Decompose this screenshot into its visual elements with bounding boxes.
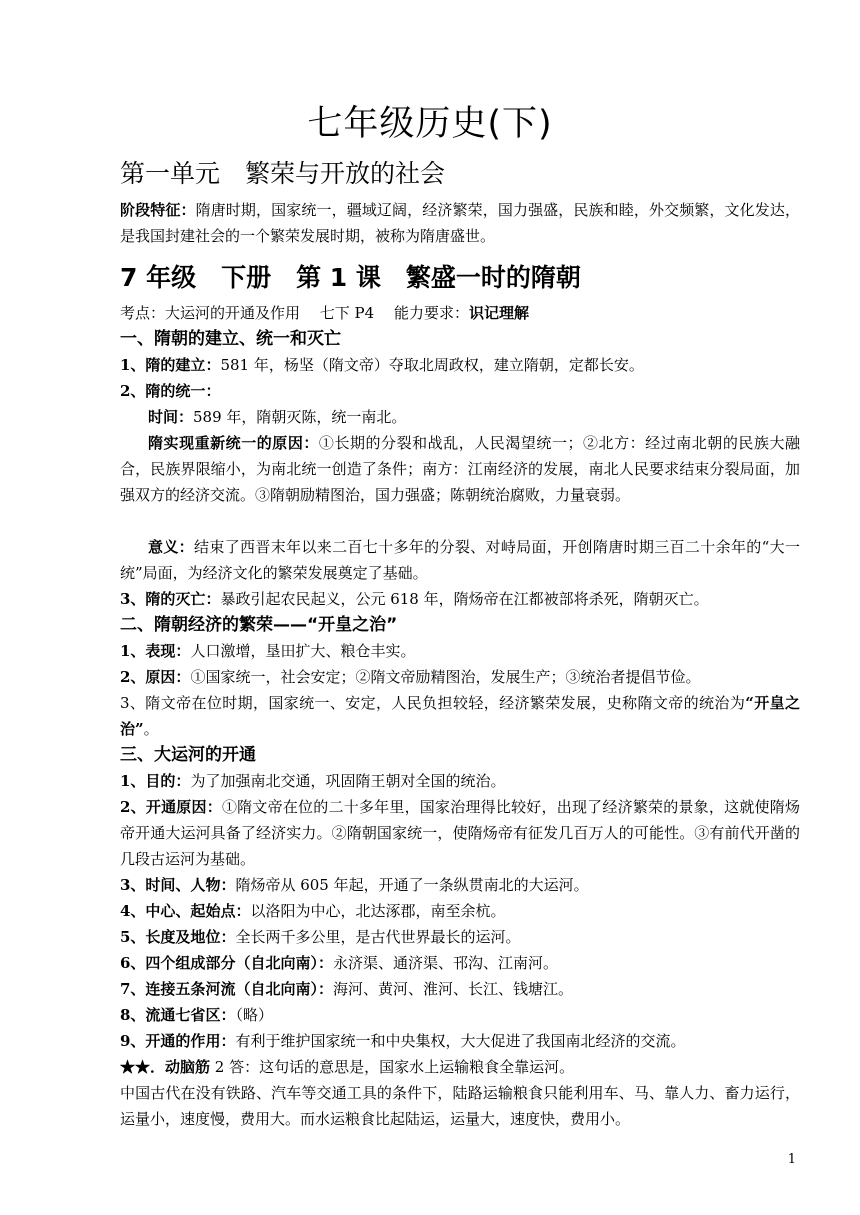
s3-item xyxy=(120,1002,273,1028)
s2-line-3 xyxy=(120,690,800,742)
s1-l2-label: 2、隋的统一： xyxy=(120,382,221,400)
s3-item xyxy=(120,898,505,924)
s3-item-label: 7、连接五条河流（自北向南）： xyxy=(120,980,333,998)
s3-item xyxy=(120,872,589,898)
s3-item-label: 4、中心、起始点： xyxy=(120,902,251,920)
page-title: 七年级历史(下) xyxy=(307,104,553,144)
kaodian-line xyxy=(120,300,529,326)
page-number: 1 xyxy=(787,1152,796,1167)
s3-item-text: 为了加强南北交通，巩固隋王朝对全国的统治。 xyxy=(190,772,506,790)
brain-label: ★★．动脑筋 xyxy=(120,1058,211,1076)
s3-item-text: ①隋文帝在位的二十多年里，国家治理得比较好，出现了经济繁荣的景象，这就使隋炀帝开通大运河具备了经济实力。②隋朝国家统一，使隋炀帝有征发几百万人的可能性。③有前代开凿的几段古运河为基础。 xyxy=(120,798,800,868)
s1-line-3 xyxy=(120,586,709,612)
s1-time xyxy=(148,404,406,430)
s1-l3-label: 3、隋的灭亡： xyxy=(120,590,221,608)
s2-line-1 xyxy=(120,638,415,664)
stage-features xyxy=(120,197,800,249)
s3-item xyxy=(120,768,505,794)
brain-line xyxy=(120,1054,574,1080)
s3-item xyxy=(120,950,558,976)
section-3-heading: 三、大运河的开通 xyxy=(120,745,256,765)
unit-title: 第一单元 繁荣与开放的社会 xyxy=(120,159,446,188)
s2-l3-end: 。 xyxy=(143,720,159,738)
s2-l3-text: 3、隋文帝在位时期，国家统一、安定，人民负担较轻，经济繁荣发展，史称隋文帝的统治为 xyxy=(120,694,746,712)
s2-l2-label: 2、原因： xyxy=(120,668,191,686)
s3-item-label: 9、开通的作用： xyxy=(120,1032,236,1050)
s3-item-label: 5、长度及地位： xyxy=(120,928,236,946)
s3-item-label: 2、开通原因： xyxy=(120,798,222,816)
s3-item xyxy=(120,924,520,950)
reason-label: 隋实现重新统一的原因： xyxy=(148,434,319,452)
s3-item xyxy=(120,1028,685,1054)
s1-l1-label: 1、隋的建立： xyxy=(120,356,221,374)
ability-requirement: 识记理解 xyxy=(468,304,529,322)
s1-l1-text: 581 年，杨坚（隋文帝）夺取北周政权，建立隋朝，定都长安。 xyxy=(220,356,644,374)
s3-item-label: 8、流通七省区： xyxy=(120,1006,236,1024)
s3-item-text: 海河、黄河、淮河、长江、钱塘江。 xyxy=(332,980,573,998)
s3-item xyxy=(120,794,800,872)
meaning-text: 结束了西晋末年以来二百七十多年的分裂、对峙局面，开创隋唐时期三百二十余年的“大一统”局面，为经济文化的繁荣发展奠定了基础。 xyxy=(120,538,800,582)
s3-item xyxy=(120,976,573,1002)
reason-text: ①长期的分裂和战乱，人民渴望统一；②北方：经过南北朝的民族大融合，民族界限缩小，为南北统一创造了条件；南方：江南经济的发展，南北人民要求结束分裂局面，加强双方的经济交流。③隋朝励精图治，国力强盛；陈朝统治腐败，力量衰弱。 xyxy=(120,434,800,504)
s1-line-1 xyxy=(120,352,644,378)
s2-line-2 xyxy=(120,664,700,690)
s3-item-text: （略） xyxy=(235,1006,273,1024)
s3-item-text: 隋炀帝从 605 年起，开通了一条纵贯南北的大运河。 xyxy=(235,876,589,894)
s1-l3-text: 暴政引起农民起义，公元 618 年，隋炀帝在江都被部将杀死，隋朝灭亡。 xyxy=(220,590,709,608)
time-label: 时间： xyxy=(148,408,194,426)
lesson-title: 7 年级 下册 第 1 课 繁盛一时的隋朝 xyxy=(120,263,581,292)
s3-item-text: 以洛阳为中心，北达涿郡，南至余杭。 xyxy=(250,902,506,920)
final-paragraph: 中国古代在没有铁路、汽车等交通工具的条件下，陆路运输粮食只能利用车、马、靠人力、畜力运行，运量小，速度慢，费用大。而水运粮食比起陆运，运量大，速度快，费用小。 xyxy=(120,1084,800,1128)
brain-text: 2 答：这句话的意思是，国家水上运输粮食全靠运河。 xyxy=(210,1058,575,1076)
s1-meaning xyxy=(120,534,800,586)
s3-item-text: 全长两千多公里，是古代世界最长的运河。 xyxy=(235,928,521,946)
kaihuang-zhizhi: “开皇之治” xyxy=(120,694,800,738)
stage-label: 阶段特征： xyxy=(120,201,196,219)
s1-line-2 xyxy=(120,378,220,404)
s3-item-text: 有利于维护国家统一和中央集权，大大促进了我国南北经济的交流。 xyxy=(235,1032,686,1050)
meaning-label: 意义： xyxy=(148,538,195,556)
s3-item-text: 永济渠、通济渠、邗沟、江南河。 xyxy=(332,954,558,972)
s1-reason xyxy=(120,430,800,508)
kaodian-text: 考点：大运河的开通及作用 七下 P4 能力要求： xyxy=(120,304,469,322)
s3-item-label: 1、目的： xyxy=(120,772,191,790)
s2-l2-text: ①国家统一，社会安定；②隋文帝励精图治，发展生产；③统治者提倡节俭。 xyxy=(190,668,701,686)
s3-item-label: 6、四个组成部分（自北向南）： xyxy=(120,954,333,972)
time-text: 589 年，隋朝灭陈，统一南北。 xyxy=(193,408,407,426)
s3-item-label: 3、时间、人物： xyxy=(120,876,236,894)
section-2-heading: 二、隋朝经济的繁荣——“开皇之治” xyxy=(120,615,398,635)
section-1-heading: 一、隋朝的建立、统一和灭亡 xyxy=(120,329,341,349)
stage-text: 隋唐时期，国家统一，疆域辽阔，经济繁荣，国力强盛，民族和睦，外交频繁，文化发达，是我国封建社会的一个繁荣发展时期，被称为隋唐盛世。 xyxy=(120,201,800,245)
s2-l1-label: 1、表现： xyxy=(120,642,191,660)
s2-l1-text: 人口激增，垦田扩大、粮仓丰实。 xyxy=(190,642,416,660)
